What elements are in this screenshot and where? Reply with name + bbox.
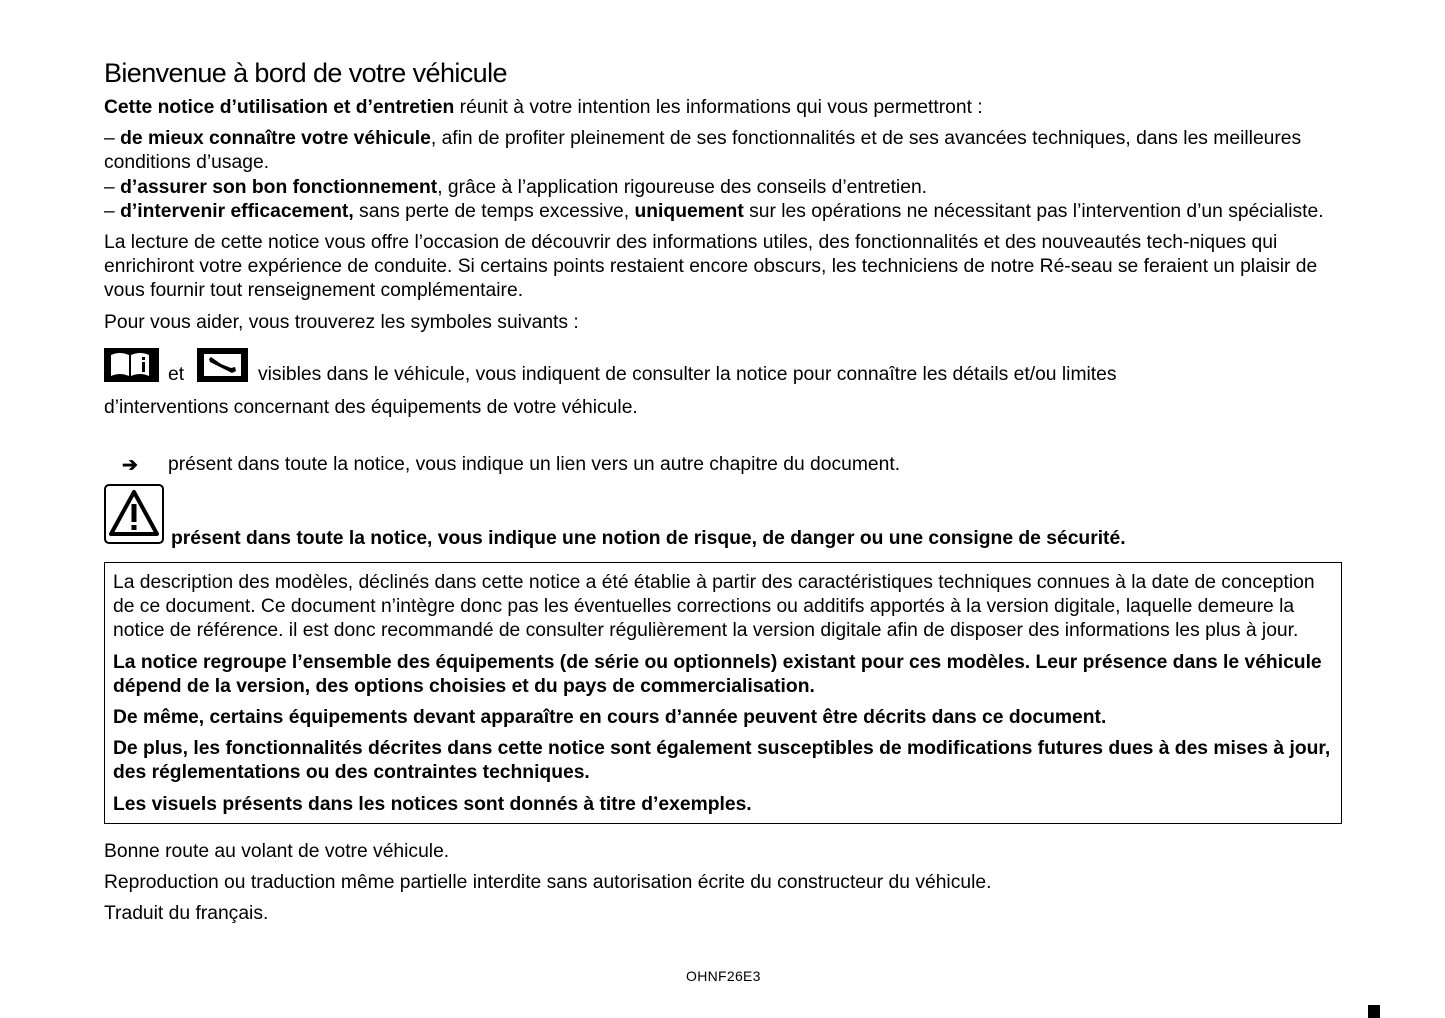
warning-row xyxy=(104,484,1342,550)
bullet-dash: – xyxy=(104,128,121,150)
intro-rest: réunit à votre intention les informations qui vous permettront : xyxy=(454,97,983,118)
warning-text: présent dans toute la notice, vous indique une notion de risque, de danger ou une consigne de sécurité. xyxy=(171,528,1126,550)
closing-section xyxy=(104,840,1342,927)
intro-paragraph xyxy=(104,96,1342,120)
disclaimer-bold-paragraph xyxy=(113,737,1333,785)
closing-line: Bonne route au volant de votre véhicule. xyxy=(104,840,450,862)
book-info-icon xyxy=(104,348,159,382)
disclaimer-paragraph: La description des modèles, déclinés dans cette notice a été établie à partir des caractéristiques techniques connues à la date de conception de ce document. Ce document n’intègre donc pas les éventuelles corrections ou additifs apportés à la version digitale, laquelle demeure la notice de référence. il est donc recommandé de consulter régulièrement la version digitale afin de disposer des informations les plus à jour. xyxy=(113,572,1315,642)
arrow-right-icon: ➔ xyxy=(122,455,138,477)
bullet-bold: de mieux connaître votre véhicule xyxy=(120,128,431,150)
bullet-text-2: sur les opérations ne nécessitant pas l’intervention d’un spécialiste. xyxy=(743,200,1324,222)
bullet-dash: – xyxy=(104,200,121,222)
bullet-bold: d’intervenir efficacement, xyxy=(120,200,354,222)
symbols-text-2: d’interventions concernant des équipements de votre véhicule. xyxy=(104,396,638,418)
disclaimer-bold-paragraph xyxy=(113,651,1333,699)
arrow-text: présent dans toute la notice, vous indique un lien vers un autre chapitre du document. xyxy=(168,454,901,476)
symbols-text: visibles dans le véhicule, vous indiquent de consulter la notice pour connaître les détails et/ou limites xyxy=(258,363,1117,385)
bullet-dash: – xyxy=(104,176,121,198)
reading-paragraph: La lecture de cette notice vous offre l’occasion de découvrir des informations utiles, des fonctionnalités et des nouveautés tech-niques qui enrichiront votre expérience de conduite. Si certains points restaient encore obscurs, les techniciens de notre Ré-seau se feraient un plaisir de vous fournir tout renseignement complémentaire. xyxy=(104,232,1318,302)
disclaimer-box xyxy=(104,562,1342,824)
warning-triangle-icon xyxy=(104,484,164,544)
disclaimer-bold-text: La notice regroupe l’ensemble des équipements (de série ou optionnels) existant pour ces modèles. Leur présence dans le véhicule dépend de la version, des options choisies et du pays de commercialisation. xyxy=(113,651,1322,697)
closing-line: Traduit du français. xyxy=(104,903,269,925)
document-code: OHNF26E3 xyxy=(686,968,761,984)
document-page xyxy=(104,56,1342,926)
page-title: Bienvenue à bord de votre véhicule xyxy=(104,58,507,88)
page-corner-mark xyxy=(1368,1005,1380,1018)
bullet-bold-2: uniquement xyxy=(634,200,744,222)
disclaimer-bold-text: De même, certains équipements devant apparaître en cours d’année peuvent être décrits dans ce document. xyxy=(113,707,1107,729)
symbols-row xyxy=(104,348,1342,396)
symbols-intro: Pour vous aider, vous trouverez les symboles suivants : xyxy=(104,311,579,333)
bullet-text: sans perte de temps excessive, xyxy=(353,200,635,222)
bullet-text: , grâce à l’application rigoureuse des conseils d’entretien. xyxy=(437,176,928,198)
arrow-row xyxy=(104,454,1342,484)
bullet-item xyxy=(104,200,1342,224)
disclaimer-bold-text: Les visuels présents dans les notices sont donnés à titre d’exemples. xyxy=(113,793,752,815)
bullet-bold: d’assurer son bon fonctionnement xyxy=(120,176,438,198)
disclaimer-bold-paragraph xyxy=(113,706,1333,730)
closing-line: Reproduction ou traduction même partielle interdite sans autorisation écrite du constructeur du véhicule. xyxy=(104,872,992,894)
bullet-item xyxy=(104,127,1342,175)
disclaimer-bold-text: De plus, les fonctionnalités décrites dans cette notice sont également susceptibles de modifications futures dues à des mises à jour, des réglementations ou des contraintes techniques. xyxy=(113,738,1331,784)
bullet-text: , afin de profiter pleinement de ses fonctionnalités et de ses avancées techniques, dans les meilleures conditions d’usage. xyxy=(104,128,1302,174)
wrench-icon xyxy=(197,348,248,382)
disclaimer-bold-paragraph xyxy=(113,793,1333,817)
intro-bold: Cette notice d’utilisation et d’entretien xyxy=(104,97,455,118)
bullet-item xyxy=(104,176,1342,200)
symbols-et: et xyxy=(168,363,185,385)
